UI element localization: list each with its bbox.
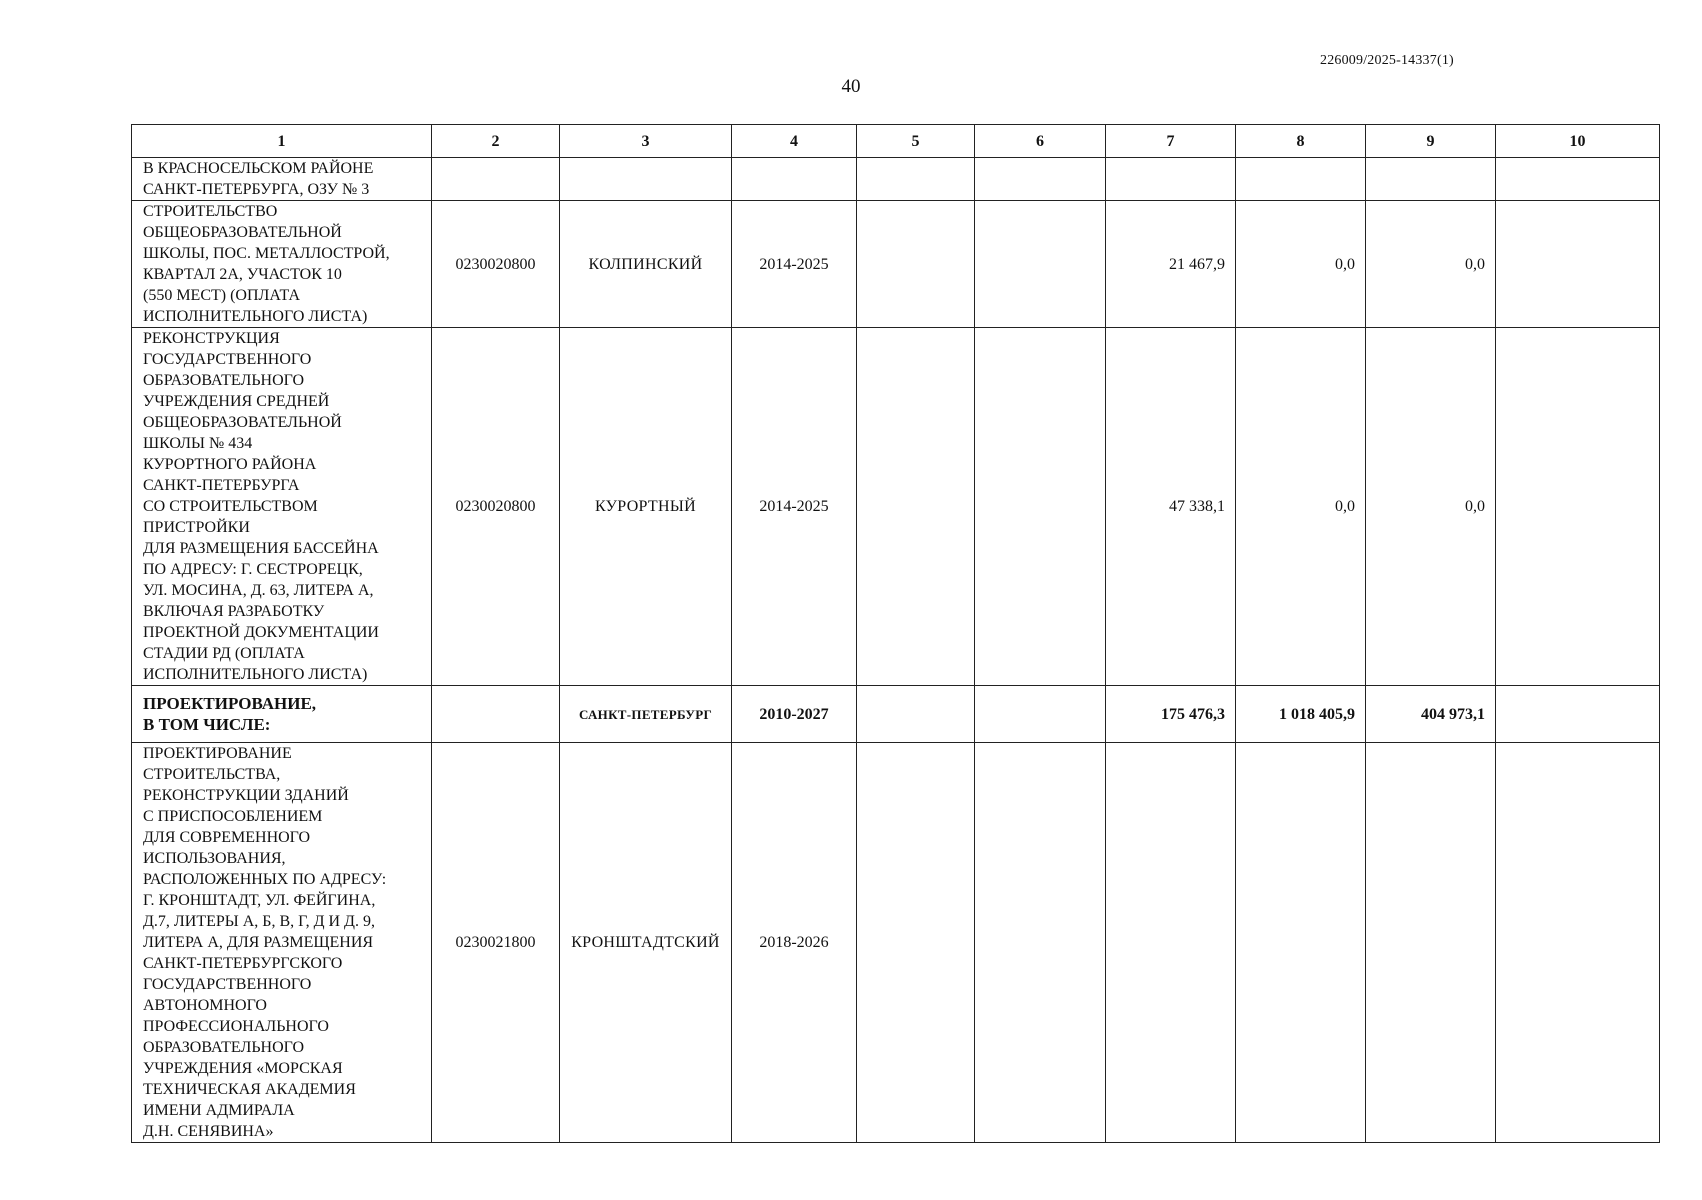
col10-cell <box>1496 743 1660 1143</box>
district-cell: КУРОРТНЫЙ <box>560 328 732 686</box>
period-cell: 2014-2025 <box>732 328 857 686</box>
district-cell: КОЛПИНСКИЙ <box>560 201 732 328</box>
object-name-cell: РЕКОНСТРУКЦИЯ ГОСУДАРСТВЕННОГО ОБРАЗОВАТЕЛЬНОГО УЧРЕЖДЕНИЯ СРЕДНЕЙ ОБЩЕОБРАЗОВАТЕЛЬНОЙ ШКОЛЫ № 434 КУРОРТНОГО РАЙОНА САНКТ-ПЕТЕРБУРГА СО СТРОИТЕЛЬСТВОМ ПРИСТРОЙКИ ДЛЯ РАЗМЕЩЕНИЯ БАССЕЙНА ПО АДРЕСУ: Г. СЕСТРОРЕЦК, УЛ. МОСИНА, Д. 63, ЛИТЕРА А, ВКЛЮЧАЯ РАЗРАБОТКУ ПРОЕКТНОЙ ДОКУМЕНТАЦИИ СТАДИИ РД (ОПЛАТА ИСПОЛНИТЕЛЬНОГО ЛИСТА) <box>132 328 432 686</box>
header-row <box>132 125 1660 158</box>
col5-cell <box>857 158 975 201</box>
col9-cell <box>1366 158 1496 201</box>
col8-cell: 1 018 405,9 <box>1236 686 1366 743</box>
col9-cell <box>1366 743 1496 1143</box>
col5-cell <box>857 743 975 1143</box>
column-header-6: 6 <box>975 125 1106 158</box>
col8-cell: 0,0 <box>1236 201 1366 328</box>
col7-cell <box>1106 743 1236 1143</box>
column-header-8: 8 <box>1236 125 1366 158</box>
col10-cell <box>1496 328 1660 686</box>
col7-cell: 47 338,1 <box>1106 328 1236 686</box>
code-cell: 0230020800 <box>432 328 560 686</box>
col10-cell <box>1496 201 1660 328</box>
column-header-9: 9 <box>1366 125 1496 158</box>
column-header-4: 4 <box>732 125 857 158</box>
col8-cell <box>1236 743 1366 1143</box>
col9-cell: 0,0 <box>1366 201 1496 328</box>
col6-cell <box>975 201 1106 328</box>
col7-cell: 175 476,3 <box>1106 686 1236 743</box>
col5-cell <box>857 328 975 686</box>
col10-cell <box>1496 158 1660 201</box>
column-header-2: 2 <box>432 125 560 158</box>
col6-cell <box>975 328 1106 686</box>
col6-cell <box>975 743 1106 1143</box>
period-cell: 2010-2027 <box>732 686 857 743</box>
col7-cell <box>1106 158 1236 201</box>
col5-cell <box>857 686 975 743</box>
table-row <box>132 328 1660 686</box>
object-name-cell: ПРОЕКТИРОВАНИЕ СТРОИТЕЛЬСТВА, РЕКОНСТРУКЦИИ ЗДАНИЙ С ПРИСПОСОБЛЕНИЕМ ДЛЯ СОВРЕМЕННОГО ИСПОЛЬЗОВАНИЯ, РАСПОЛОЖЕННЫХ ПО АДРЕСУ: Г. КРОНШТАДТ, УЛ. ФЕЙГИНА, Д.7, ЛИТЕРЫ А, Б, В, Г, Д И Д. 9, ЛИТЕРА А, ДЛЯ РАЗМЕЩЕНИЯ САНКТ-ПЕТЕРБУРГСКОГО ГОСУДАРСТВЕННОГО АВТОНОМНОГО ПРОФЕССИОНАЛЬНОГО ОБРАЗОВАТЕЛЬНОГО УЧРЕЖДЕНИЯ «МОРСКАЯ ТЕХНИЧЕСКАЯ АКАДЕМИЯ ИМЕНИ АДМИРАЛА Д.Н. СЕНЯВИНА» <box>132 743 432 1143</box>
col10-cell <box>1496 686 1660 743</box>
object-name-cell: СТРОИТЕЛЬСТВО ОБЩЕОБРАЗОВАТЕЛЬНОЙ ШКОЛЫ, ПОС. МЕТАЛЛОСТРОЙ, КВАРТАЛ 2А, УЧАСТОК 10 (550 МЕСТ) (ОПЛАТА ИСПОЛНИТЕЛЬНОГО ЛИСТА) <box>132 201 432 328</box>
table-row <box>132 201 1660 328</box>
col6-cell <box>975 686 1106 743</box>
column-header-3: 3 <box>560 125 732 158</box>
object-name-cell: ПРОЕКТИРОВАНИЕ, В ТОМ ЧИСЛЕ: <box>132 686 432 743</box>
table-row <box>132 743 1660 1143</box>
code-cell: 0230020800 <box>432 201 560 328</box>
column-header-5: 5 <box>857 125 975 158</box>
column-header-1: 1 <box>132 125 432 158</box>
district-cell: САНКТ-ПЕТЕРБУРГ <box>560 686 732 743</box>
budget-table <box>131 124 1660 1143</box>
period-cell: 2014-2025 <box>732 201 857 328</box>
col9-cell: 404 973,1 <box>1366 686 1496 743</box>
code-cell <box>432 686 560 743</box>
col9-cell: 0,0 <box>1366 328 1496 686</box>
code-cell: 0230021800 <box>432 743 560 1143</box>
col6-cell <box>975 158 1106 201</box>
column-header-10: 10 <box>1496 125 1660 158</box>
code-cell <box>432 158 560 201</box>
period-cell <box>732 158 857 201</box>
document-number: 226009/2025-14337(1) <box>1320 53 1454 68</box>
district-cell <box>560 158 732 201</box>
table-row-total <box>132 686 1660 743</box>
period-cell: 2018-2026 <box>732 743 857 1143</box>
district-cell: КРОНШТАДТСКИЙ <box>560 743 732 1143</box>
column-header-7: 7 <box>1106 125 1236 158</box>
col5-cell <box>857 201 975 328</box>
col7-cell: 21 467,9 <box>1106 201 1236 328</box>
table-row <box>132 158 1660 201</box>
col8-cell: 0,0 <box>1236 328 1366 686</box>
page-number: 40 <box>841 76 861 97</box>
col8-cell <box>1236 158 1366 201</box>
object-name-cell: В КРАСНОСЕЛЬСКОМ РАЙОНЕ САНКТ-ПЕТЕРБУРГА, ОЗУ № 3 <box>132 158 432 201</box>
